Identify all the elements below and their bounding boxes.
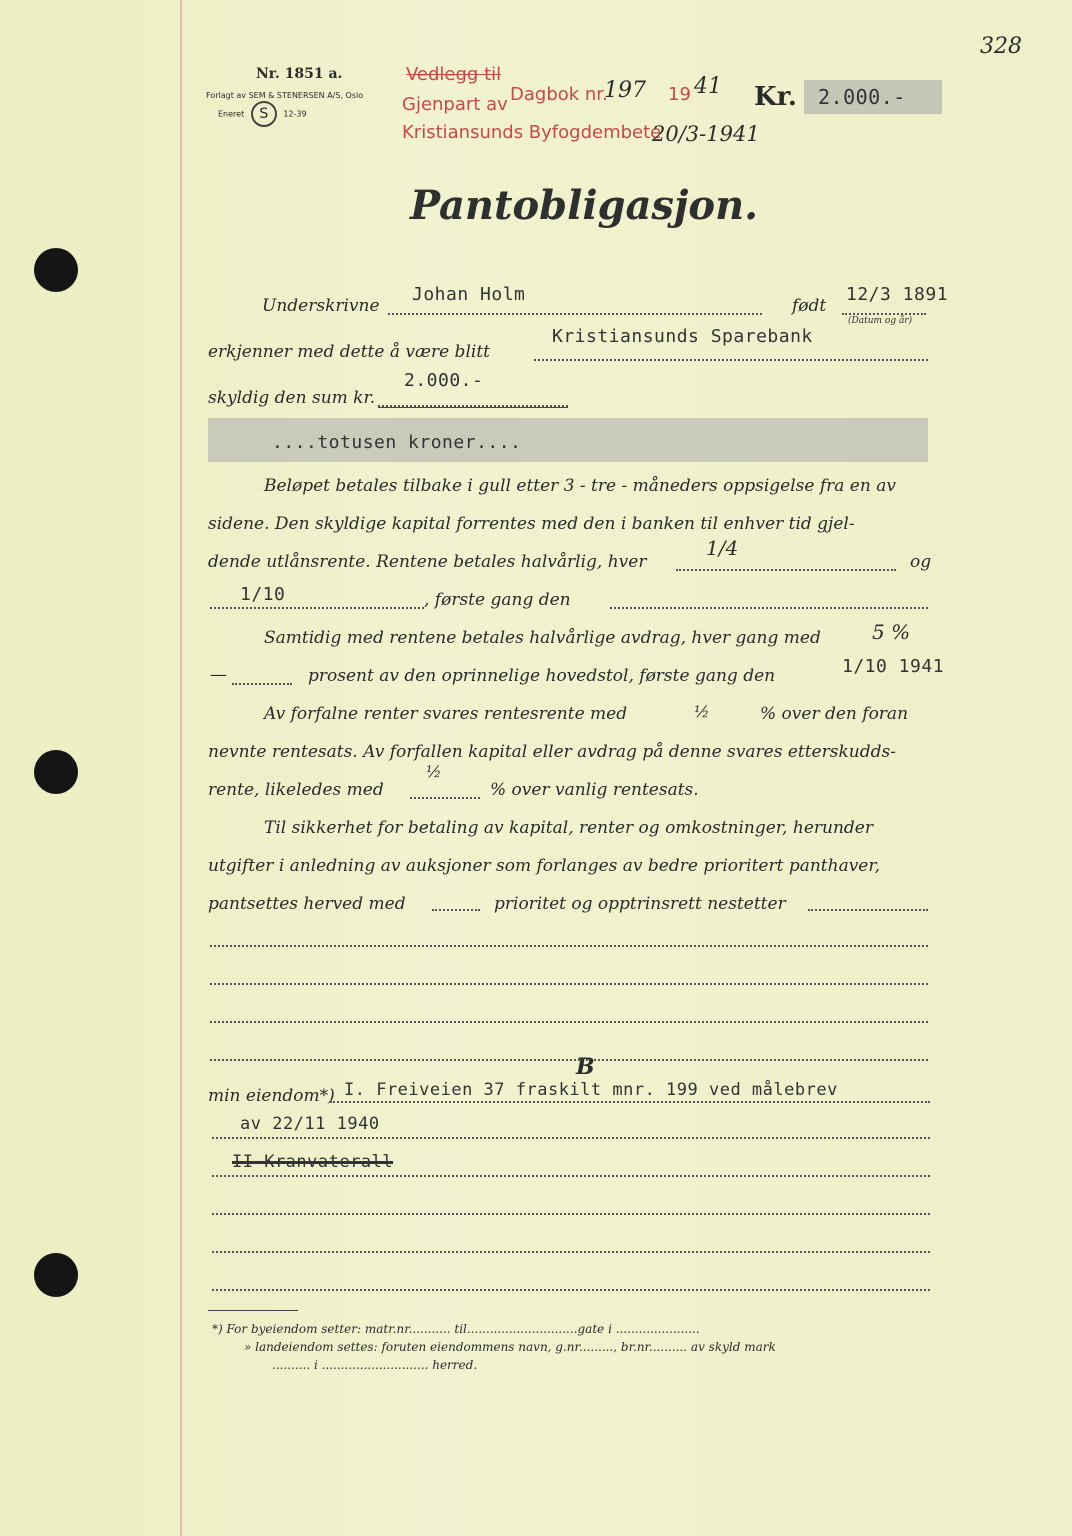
publisher-line: Forlagt av SEM & STENERSEN A/S, Oslo: [206, 91, 364, 100]
text-line: prioritet og opptrinsrett nestetter: [494, 894, 786, 914]
installment-percent: 5 %: [872, 620, 911, 644]
property-label: min eiendom*): [208, 1086, 335, 1106]
text-line: prosent av den oprinnelige hovedstol, første gang den: [308, 666, 776, 686]
overdue-interest: ½: [426, 762, 442, 781]
amount-box: 2.000.-: [804, 80, 942, 114]
dotted-line: [534, 358, 928, 361]
text-line: sidene. Den skyldige kapital forrentes med den i banken til enhver tid gjel-: [208, 514, 855, 534]
dotted-line: [212, 1288, 930, 1291]
text-line: Beløpet betales tilbake i gull etter 3 - tre - måneders oppsigelse fra en av: [264, 476, 896, 496]
office-name: Kristiansunds Byfogdembete: [402, 122, 662, 143]
margin-rule: [180, 0, 182, 1536]
text-line: % over den foran: [760, 704, 909, 724]
footnote-line: .......... i ............................ herred.: [272, 1358, 478, 1372]
binder-hole: [34, 750, 78, 794]
born-hint: (Datum og år): [848, 316, 913, 326]
page-number: 328: [980, 34, 1022, 59]
owe-label: skyldig den sum kr.: [208, 388, 376, 408]
first-installment-date: 1/10 1941: [842, 656, 945, 677]
form-number: Nr. 1851 a.: [256, 66, 343, 82]
publisher-date: 12-39: [283, 109, 307, 119]
binder-hole: [34, 248, 78, 292]
creditor-name: Kristiansunds Sparebank: [552, 326, 813, 347]
dotted-line: [212, 1174, 930, 1177]
dotted-line: [432, 908, 480, 911]
dotted-line: [210, 982, 928, 985]
dotted-line: [808, 908, 928, 911]
text-line: utgifter i anledning av auksjoner som forlanges av bedre prioritert panthaver,: [208, 856, 881, 876]
text-line: , første gang den: [424, 590, 571, 610]
text-line: nevnte rentesats. Av forfallen kapital eller avdrag på denne svares etterskudds-: [208, 742, 896, 762]
office-date: 20/3-1941: [652, 122, 760, 146]
dotted-line: [676, 568, 896, 571]
property-description: I. Freiveien 37 fraskilt mnr. 199 ved målebrev: [344, 1080, 838, 1100]
dotted-line: [212, 1136, 930, 1139]
born-label: født: [792, 296, 827, 316]
dotted-line: [210, 606, 424, 609]
text-line: Til sikkerhet for betaling av kapital, renter og omkostninger, herunder: [264, 818, 873, 838]
year-prefix: 19: [668, 84, 691, 105]
struck-property-line: II Kranvaterall: [232, 1152, 394, 1172]
publisher-logo: S: [251, 101, 277, 127]
dotted-line: [210, 944, 928, 947]
text-line: og: [910, 552, 932, 572]
dotted-line: [210, 1058, 928, 1061]
dotted-line: [410, 796, 480, 799]
dotted-line: [212, 1212, 930, 1215]
copy-of-label: Gjenpart av: [402, 94, 508, 115]
publisher-block: [206, 90, 363, 127]
text-line: dende utlånsrente. Rentene betales halvårlig, hver: [208, 552, 647, 572]
dotted-line: [388, 312, 762, 315]
binder-hole: [34, 1253, 78, 1297]
dotted-line: [610, 606, 928, 609]
footnote-rule: [208, 1310, 298, 1311]
dotted-line: [212, 1250, 930, 1253]
text-line: Av forfalne renter svares rentesrente med: [264, 704, 628, 724]
struck-attachment-label: Vedlegg til: [406, 64, 502, 85]
amount-underline: [378, 407, 568, 408]
diary-label: Dagbok nr.: [510, 84, 608, 105]
footnote-line: *) For byeiendom setter: matr.nr........... til.............................gate i ......................: [212, 1322, 700, 1336]
interest-date-2: 1/10: [240, 584, 286, 605]
document-title: Pantobligasjon.: [410, 182, 759, 229]
text-line: rente, likeledes med: [208, 780, 384, 800]
text-line: Samtidig med rentene betales halvårlige avdrag, hver gang med: [264, 628, 821, 648]
text-line: % over vanlig rentesats.: [490, 780, 699, 800]
debtor-name: Johan Holm: [412, 284, 526, 305]
amount-in-words: ....totusen kroner....: [208, 418, 928, 462]
year-suffix: 41: [694, 74, 722, 99]
dotted-line: [210, 1020, 928, 1023]
dotted-line: [232, 682, 292, 685]
survey-date: av 22/11 1940: [240, 1114, 380, 1134]
interest-date-1: 1/4: [706, 536, 739, 560]
kr-label: Kr.: [754, 82, 797, 112]
acknowledge-label: erkjenner med dette å være blitt: [208, 342, 490, 362]
property-correction: B: [576, 1054, 595, 1080]
owe-amount: 2.000.-: [404, 370, 484, 391]
interest-on-interest: ½: [694, 702, 710, 721]
undersigned-label: Underskrivne: [262, 296, 380, 316]
footnote-line: » landeiendom settes: foruten eiendommens navn, g.nr........., br.nr.......... av skyld mark: [244, 1340, 776, 1354]
publisher-exclusive: Eneret: [218, 109, 245, 119]
dash: —: [210, 665, 227, 685]
dotted-line: [842, 312, 926, 315]
diary-number: 197: [604, 78, 646, 103]
text-line: pantsettes herved med: [208, 894, 406, 914]
birth-date: 12/3 1891: [846, 284, 949, 305]
dotted-line: [330, 1100, 930, 1103]
